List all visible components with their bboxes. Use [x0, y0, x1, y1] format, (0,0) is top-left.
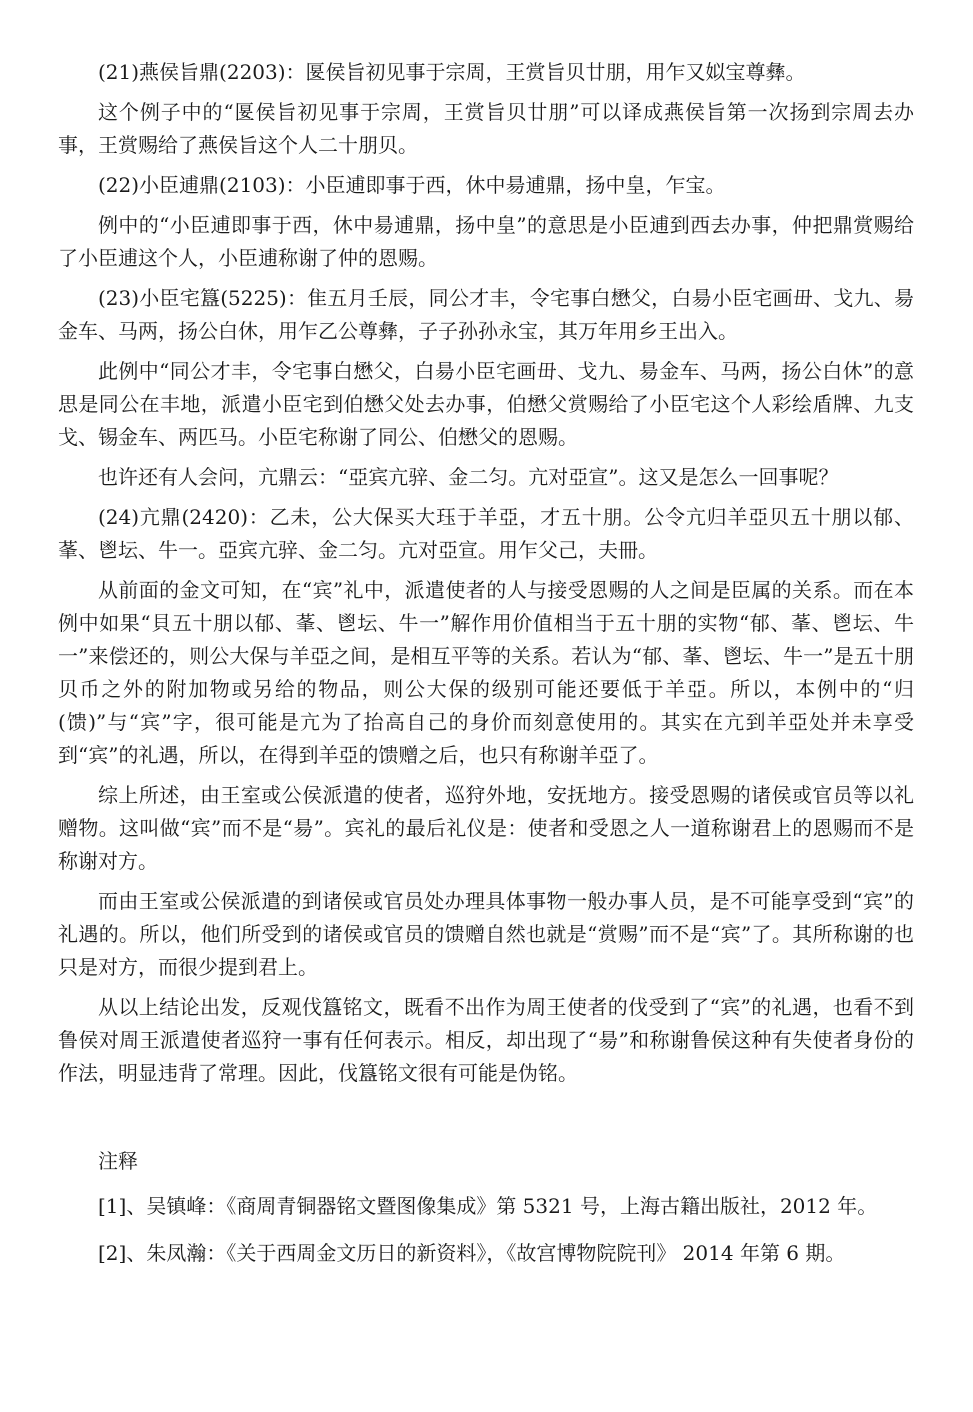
paragraph-explanation-21: 这个例子中的“匽侯旨初见事于宗周，王赏旨贝廿朋”可以译成燕侯旨第一次扬到宗周去办事，王赏赐给了燕侯旨这个人二十朋贝。	[58, 100, 914, 157]
note-item-2: [2]、朱凤瀚：《关于西周金文历日的新资料》，《故宫博物院院刊》 2014 年第 6 期。	[98, 1241, 846, 1265]
paragraph-conclusion: 从以上结论出发，反观伐簋铭文，既看不出作为周王使者的伐受到了“宾”的礼遇，也看不到鲁侯对周王派遣使者巡狩一事有任何表示。相反，却出现了“昜”和称谢鲁侯这种有失使者身份的作法，明显违背了常理。因此，伐簋铭文很有可能是伪铭。	[58, 995, 914, 1085]
paragraph-explanation-23: 此例中“同公才丰，令宅事白懋父，白昜小臣宅画毌、戈九、昜金车、马两，扬公白休”的意思是同公在丰地，派遣小臣宅到伯懋父处去办事，伯懋父赏赐给了小臣宅这个人彩绘盾牌、九支戈、锡金车、两匹马。小臣宅称谢了同公、伯懋父的恩赐。	[58, 359, 914, 449]
paragraph-example-21: (21)燕侯旨鼎(2203)：匽侯旨初见事于宗周，王赏旨贝廿朋，用乍又姒宝尊彝。	[98, 60, 806, 84]
paragraph-example-23: (23)小臣宅簋(5225)：隹五月壬辰，同公才丰，令宅事白懋父，白昜小臣宅画毌、戈九、昜金车、马两，扬公白休，用乍乙公尊彝，子子孙孙永宝，其万年用乡王出入。	[58, 286, 914, 343]
document-page	[58, 56, 914, 1284]
note-item-1: [1]、吴镇峰：《商周青铜器铭文暨图像集成》第 5321 号，上海古籍出版社，2012 年。	[98, 1194, 878, 1218]
paragraph-explanation-22: 例中的“小臣逋即事于西，休中昜逋鼎，扬中皇”的意思是小臣逋到西去办事，仲把鼎赏赐给了小臣逋这个人，小臣逋称谢了仲的恩赐。	[58, 213, 914, 270]
notes-heading: 注释	[98, 1149, 138, 1173]
paragraph-question: 也许还有人会问，亢鼎云：“亞宾亢骍、金二匀。亢对亞宣”。这又是怎么一回事呢？	[98, 465, 839, 489]
paragraph-summary: 综上所述，由王室或公侯派遣的使者，巡狩外地，安抚地方。接受恩赐的诸侯或官员等以礼赠物。这叫做“宾”而不是“昜”。宾礼的最后礼仪是：使者和受恩之人一道称谢君上的恩赐而不是称谢对方。	[58, 783, 914, 873]
paragraph-example-22: (22)小臣逋鼎(2103)：小臣逋即事于西，休中昜逋鼎，扬中皇，乍宝。	[98, 173, 726, 197]
paragraph-officials: 而由王室或公侯派遣的到诸侯或官员处办理具体事物一般办事人员，是不可能享受到“宾”的礼遇的。所以，他们所受到的诸侯或官员的馈赠自然也就是“赏赐”而不是“宾”了。其所称谢的也只是对方，而很少提到君上。	[58, 889, 914, 979]
paragraph-example-24: (24)亢鼎(2420)：乙未，公大保买大珏于羊亞，才五十朋。公令亢归羊亞贝五十朋以郁、莑、鬯坛、牛一。亞宾亢骍、金二匀。亢对亞宣。用乍父己，夫冊。	[58, 505, 914, 562]
paragraph-analysis-24: 从前面的金文可知，在“宾”礼中，派遣使者的人与接受恩赐的人之间是臣属的关系。而在本例中如果“貝五十朋以郁、莑、鬯坛、牛一”解作用价值相当于五十朋的实物“郁、莑、鬯坛、牛一”来偿还的，则公大保与羊亞之间，是相互平等的关系。若认为“郁、莑、鬯坛、牛一”是五十朋贝币之外的附加物或另给的物品，则公大保的级别可能还要低于羊亞。所以，本例中的“归(馈)”与“宾”字，很可能是亢为了抬高自己的身价而刻意使用的。其实在亢到羊亞处并未享受到“宾”的礼遇，所以，在得到羊亞的馈赠之后，也只有称谢羊亞了。	[58, 578, 914, 767]
